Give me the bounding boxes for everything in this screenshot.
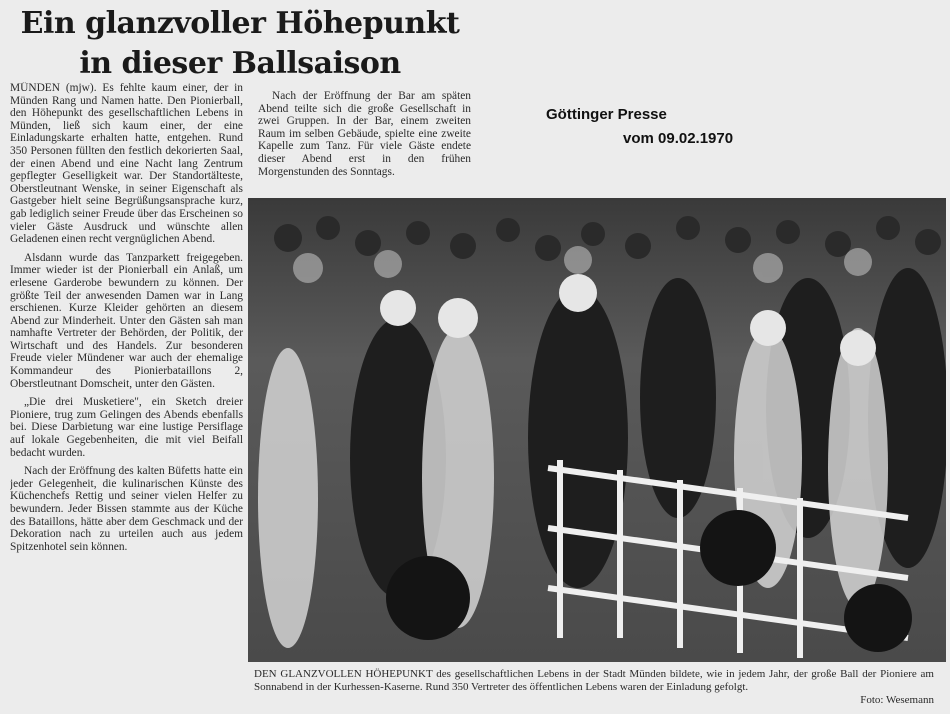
headline-line-2: in dieser Ballsaison <box>79 46 401 81</box>
paragraph-3: „Die drei Musketiere", ein Sketch dreier Pioniere, trug zum Gelingen des Abends ebenfalls bei. Diese Darbietung war eine lustige Persiflage auf lokale Gegebenheiten, die mit viel Beifall bedacht wurden. <box>10 396 243 459</box>
photo-credit: Foto: Wesemann <box>860 694 934 706</box>
paragraph-1: MÜNDEN (mjw). Es fehlte kaum einer, der in Münden Rang und Namen hatte. Den Pionierball, den Höhepunkt des gesellschaftlichen Lebens in Münden, ließ sich kaum einer, der eine Einladungskarte erhalten hatte, entgehen. Rund 350 Personen füllten den festlich dekorierten Saal, der einen Abend und eine Nacht lang Zentrum gepflegter Geselligkeit war. Der Standortälteste, Oberstleutnant Wenske, in seiner Eigenschaft als Gastgeber hielt seine Begrüßungsansprache kurz, gab lediglich seiner Freude über das Erscheinen so vieler Gäste Ausdruck und wünschte allen Geladenen einen recht vergnüglichen Abend. <box>10 82 243 246</box>
headline-line-1: Ein glanzvoller Höhepunkt <box>20 6 460 41</box>
article-column-1 <box>10 82 243 707</box>
ballroom-photo-illustration <box>248 198 946 662</box>
headline <box>20 4 460 84</box>
paragraph-4: Nach der Eröffnung des kalten Büfetts hatte ein jeder Gelegenheit, die kulinarischen Künste des Küchenchefs Rettig und seiner vielen Helfer zu bewundern. Jeder Bissen stammte aus der Küche des Bataillons, hätte aber dem Geschmack und der Dekoration nach zu urteilen auch aus jedem Spitzenhotel sein können. <box>10 465 243 553</box>
source-newspaper: Göttinger Presse <box>546 106 667 123</box>
article-column-2 <box>258 90 471 200</box>
paragraph-5: Nach der Eröffnung der Bar am späten Abend teilte sich die große Gesellschaft in zwei Gruppen. In der Bar, einem zweiten Raum im selben Gebäude, spielte eine zweite Kapelle zum Tanz. Für viele Gäste endete dieser Abend erst in den frühen Morgenstunden des Sonntags. <box>258 90 471 178</box>
source-date: vom 09.02.1970 <box>623 130 734 147</box>
ballroom-photo <box>248 198 946 662</box>
photo-caption: DEN GLANZVOLLEN HÖHEPUNKT des gesellschaftlichen Lebens in der Stadt Münden bildete, wie in jedem Jahr, der große Ball der Pioniere am Sonnabend in der Kurhessen-Kaserne. Rund 350 Vertreter des öffentlichen Lebens waren der Einladung gefolgt. <box>254 668 934 693</box>
paragraph-2: Alsdann wurde das Tanzparkett freigegeben. Immer wieder ist der Pionierball ein Anlaß, um erlesene Garderobe bewundern zu können. Der größte Teil der anwesenden Damen war in Lang erschienen. Kurze Kleider gehörten an diesem Abend zur Minderheit. Unter den Gästen sah man namhafte Vertreter der Behörden, der Politik, der Wirtschaft und des Handels. Zur besonderen Freude vieler Mündener war auch der ehemalige Kommandeur des Pionierbataillons 2, Oberstleutnant Domscheit, unter den Gästen. <box>10 251 243 390</box>
